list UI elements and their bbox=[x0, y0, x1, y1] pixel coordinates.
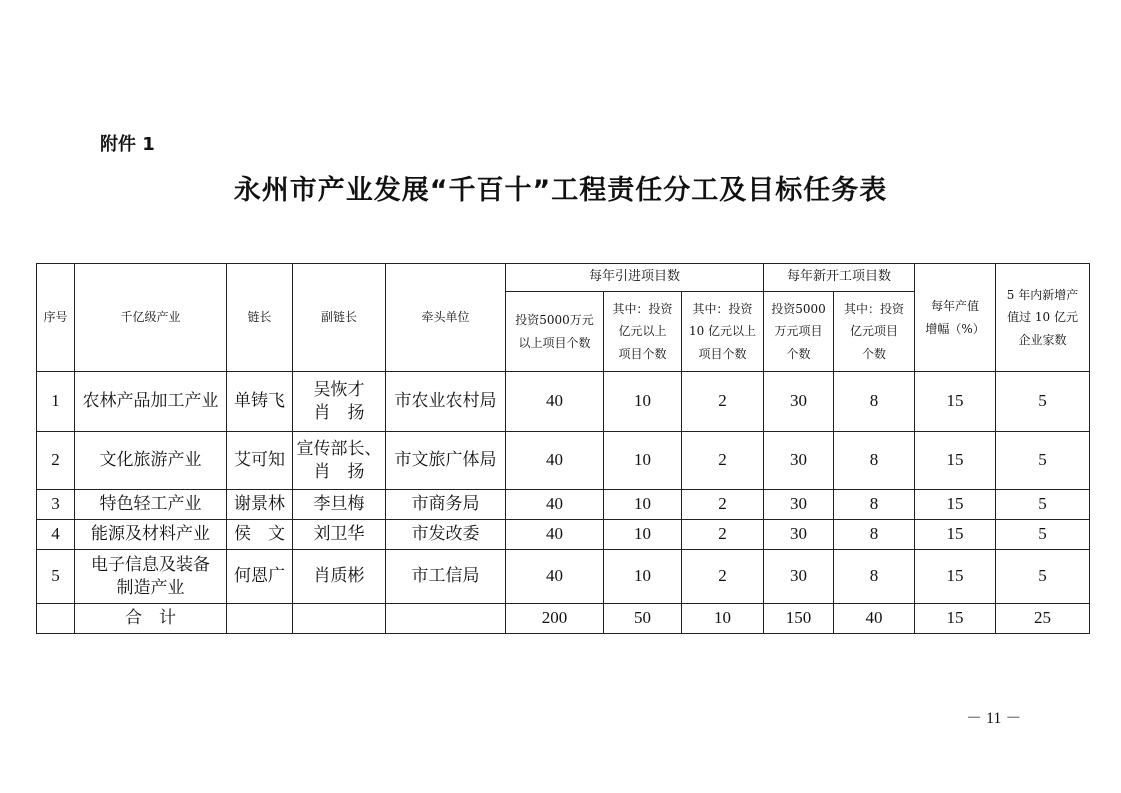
header-invest-1b-line: 其中：投资 bbox=[612, 302, 673, 317]
cell-lead-unit: 市农业农村局 bbox=[386, 372, 506, 432]
cell-v4: 30 bbox=[764, 550, 834, 604]
header-chain-leader: 链长 bbox=[227, 264, 293, 372]
cell-lead-unit: 市工信局 bbox=[386, 550, 506, 604]
header-new-enterprises-line: 值过 10 亿元 bbox=[1007, 310, 1078, 325]
header-invest-5000 bbox=[506, 292, 604, 372]
cell-v1: 40 bbox=[506, 550, 604, 604]
cell-v5: 8 bbox=[834, 520, 915, 550]
header-invest-1b-line: 项目个数 bbox=[618, 346, 667, 361]
header-invest-1b bbox=[604, 292, 682, 372]
cell-vice-chain-leader-line: 肖质彬 bbox=[313, 566, 365, 587]
cell-total-v3: 10 bbox=[682, 604, 764, 634]
header-vice-chain-leader: 副链长 bbox=[293, 264, 386, 372]
cell-v2: 10 bbox=[604, 490, 682, 520]
header-growth bbox=[915, 264, 996, 372]
cell-vice-chain-leader-line: 肖 扬 bbox=[313, 461, 365, 482]
cell-chain-leader: 何恩广 bbox=[227, 550, 293, 604]
cell-v4: 30 bbox=[764, 372, 834, 432]
cell-v5: 8 bbox=[834, 550, 915, 604]
header-invest-1b-line: 亿元以上 bbox=[618, 324, 667, 339]
table-row bbox=[37, 520, 1090, 550]
header-invest-10b-line: 项目个数 bbox=[698, 346, 747, 361]
header-new-1b-line: 亿元项目 bbox=[850, 324, 899, 339]
cell-vice-chain-leader bbox=[293, 490, 386, 520]
cell-v1: 40 bbox=[506, 520, 604, 550]
cell-v1: 40 bbox=[506, 490, 604, 520]
cell-total-label: 合 计 bbox=[75, 604, 227, 634]
cell-v5: 8 bbox=[834, 372, 915, 432]
cell-v4: 30 bbox=[764, 520, 834, 550]
total-row bbox=[37, 604, 1090, 634]
header-growth-line: 增幅（%） bbox=[925, 321, 985, 336]
cell-seq: 3 bbox=[37, 490, 75, 520]
cell-v6: 15 bbox=[915, 490, 996, 520]
header-row-1 bbox=[37, 264, 1090, 292]
cell-industry-line: 特色轻工产业 bbox=[99, 494, 202, 515]
cell-v2: 10 bbox=[604, 520, 682, 550]
cell-total-v4: 150 bbox=[764, 604, 834, 634]
cell-industry-line: 文化旅游产业 bbox=[99, 450, 202, 471]
cell-total-v7: 25 bbox=[996, 604, 1090, 634]
cell-lead-unit: 市商务局 bbox=[386, 490, 506, 520]
cell-vice-chain-leader bbox=[293, 432, 386, 490]
cell-industry bbox=[75, 432, 227, 490]
cell-v7: 5 bbox=[996, 372, 1090, 432]
header-new-5000 bbox=[764, 292, 834, 372]
cell-total-v5: 40 bbox=[834, 604, 915, 634]
cell-vice-chain-leader bbox=[293, 520, 386, 550]
cell-lead-unit: 市发改委 bbox=[386, 520, 506, 550]
cell-v7: 5 bbox=[996, 520, 1090, 550]
cell-total-v2: 50 bbox=[604, 604, 682, 634]
cell-vice-chain-leader-line: 吴恢才 bbox=[313, 380, 365, 401]
cell-industry bbox=[75, 490, 227, 520]
cell-chain-leader: 谢景林 bbox=[227, 490, 293, 520]
cell-total-v6: 15 bbox=[915, 604, 996, 634]
cell-v5: 8 bbox=[834, 432, 915, 490]
cell-v6: 15 bbox=[915, 520, 996, 550]
cell-total-empty bbox=[386, 604, 506, 634]
header-new-5000-line: 万元项目 bbox=[774, 324, 823, 339]
cell-v1: 40 bbox=[506, 432, 604, 490]
cell-industry-line: 电子信息及装备 bbox=[91, 555, 210, 576]
cell-total-v1: 200 bbox=[506, 604, 604, 634]
cell-v4: 30 bbox=[764, 490, 834, 520]
header-group-new-start: 每年新开工项目数 bbox=[764, 264, 915, 292]
header-seq: 序号 bbox=[37, 264, 75, 372]
cell-vice-chain-leader-line: 刘卫华 bbox=[313, 524, 365, 545]
cell-v7: 5 bbox=[996, 490, 1090, 520]
table-row bbox=[37, 372, 1090, 432]
cell-v5: 8 bbox=[834, 490, 915, 520]
cell-v2: 10 bbox=[604, 432, 682, 490]
header-group-introduced: 每年引进项目数 bbox=[506, 264, 764, 292]
cell-industry-line: 农林产品加工产业 bbox=[82, 391, 219, 412]
table-row bbox=[37, 550, 1090, 604]
cell-seq: 2 bbox=[37, 432, 75, 490]
cell-v7: 5 bbox=[996, 550, 1090, 604]
cell-seq: 4 bbox=[37, 520, 75, 550]
document-title: 永州市产业发展“千百十”工程责任分工及目标任务表 bbox=[233, 175, 888, 206]
table-row bbox=[37, 432, 1090, 490]
cell-vice-chain-leader bbox=[293, 372, 386, 432]
cell-vice-chain-leader-line: 李旦梅 bbox=[313, 494, 365, 515]
cell-chain-leader: 艾可知 bbox=[227, 432, 293, 490]
cell-lead-unit: 市文旅广体局 bbox=[386, 432, 506, 490]
cell-total-seq-empty bbox=[37, 604, 75, 634]
cell-v3: 2 bbox=[682, 550, 764, 604]
cell-total-empty bbox=[293, 604, 386, 634]
header-invest-10b bbox=[682, 292, 764, 372]
table-row bbox=[37, 490, 1090, 520]
page-number: － 11 － bbox=[966, 710, 1022, 727]
cell-seq: 5 bbox=[37, 550, 75, 604]
cell-industry-line: 能源及材料产业 bbox=[91, 524, 210, 545]
cell-vice-chain-leader-line: 肖 扬 bbox=[313, 402, 365, 423]
header-invest-10b-line: 10 亿元以上 bbox=[688, 324, 757, 339]
header-invest-5000-line: 以上项目个数 bbox=[518, 335, 591, 350]
cell-v3: 2 bbox=[682, 490, 764, 520]
header-new-1b bbox=[834, 292, 915, 372]
cell-seq: 1 bbox=[37, 372, 75, 432]
cell-vice-chain-leader bbox=[293, 550, 386, 604]
cell-v3: 2 bbox=[682, 520, 764, 550]
cell-v4: 30 bbox=[764, 432, 834, 490]
cell-v3: 2 bbox=[682, 432, 764, 490]
header-new-1b-line: 个数 bbox=[862, 346, 887, 361]
cell-v1: 40 bbox=[506, 372, 604, 432]
attachment-label: 附件 1 bbox=[100, 134, 155, 155]
header-new-1b-line: 其中：投资 bbox=[844, 302, 905, 317]
header-growth-line: 每年产值 bbox=[931, 299, 980, 314]
cell-chain-leader: 侯 文 bbox=[227, 520, 293, 550]
cell-chain-leader: 单铸飞 bbox=[227, 372, 293, 432]
header-lead-unit: 牵头单位 bbox=[386, 264, 506, 372]
header-industry: 千亿级产业 bbox=[75, 264, 227, 372]
cell-industry bbox=[75, 520, 227, 550]
cell-vice-chain-leader-line: 宣传部长、 bbox=[296, 439, 382, 460]
cell-industry-line: 制造产业 bbox=[116, 577, 185, 598]
header-new-enterprises-line: 5 年内新增产 bbox=[1006, 288, 1079, 303]
header-new-5000-line: 投资5000 bbox=[771, 302, 826, 317]
cell-v3: 2 bbox=[682, 372, 764, 432]
header-invest-5000-line: 投资5000万元 bbox=[515, 313, 594, 328]
cell-v7: 5 bbox=[996, 432, 1090, 490]
header-new-5000-line: 个数 bbox=[786, 346, 811, 361]
cell-v2: 10 bbox=[604, 372, 682, 432]
responsibility-table bbox=[36, 263, 1090, 634]
cell-v6: 15 bbox=[915, 550, 996, 604]
cell-industry bbox=[75, 550, 227, 604]
cell-v2: 10 bbox=[604, 550, 682, 604]
cell-v6: 15 bbox=[915, 372, 996, 432]
cell-industry bbox=[75, 372, 227, 432]
header-new-enterprises bbox=[996, 264, 1090, 372]
header-new-enterprises-line: 企业家数 bbox=[1018, 332, 1067, 347]
header-invest-10b-line: 其中：投资 bbox=[692, 302, 753, 317]
cell-total-empty bbox=[227, 604, 293, 634]
cell-v6: 15 bbox=[915, 432, 996, 490]
